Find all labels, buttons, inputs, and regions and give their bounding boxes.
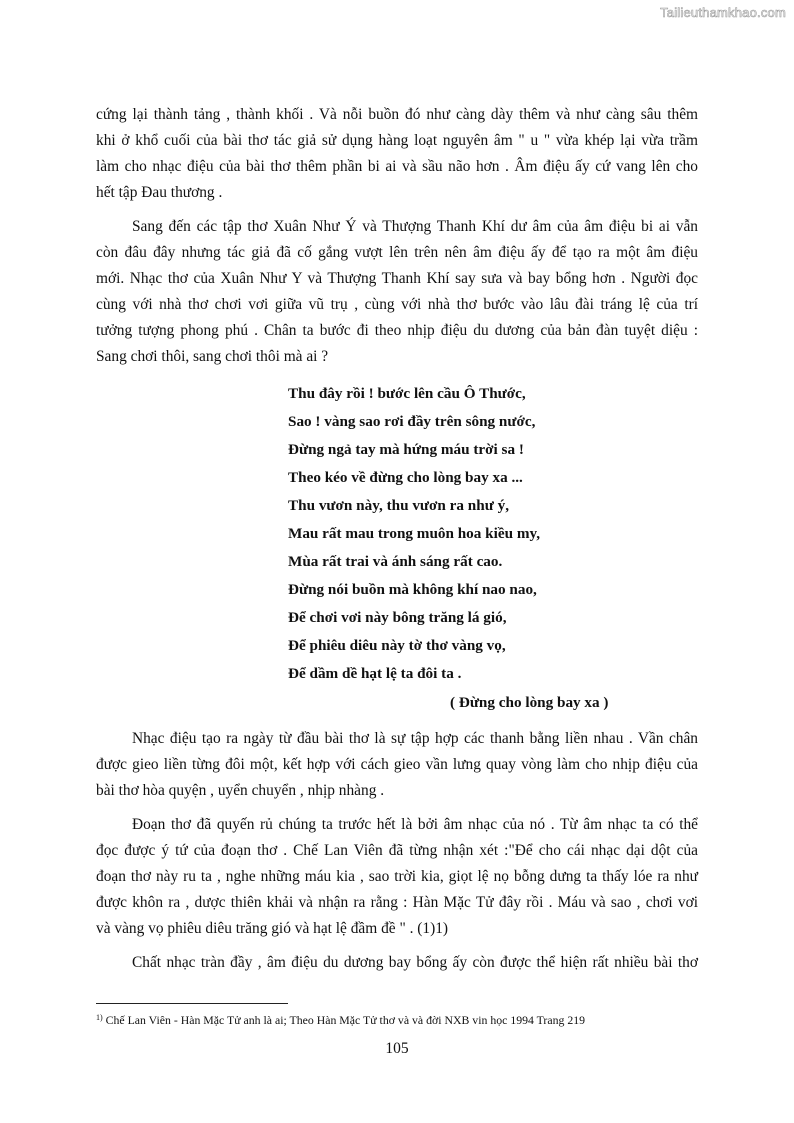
poem-line: Mùa rất trai và ánh sáng rất cao. <box>288 553 503 570</box>
poem-line: Đừng nói buồn mà không khí nao nao, <box>288 581 537 598</box>
text-line: Sang chơi thôi, sang chơi thôi mà ai ? <box>96 348 329 365</box>
text-line: đọc được ý tứ của đoạn thơ . Chế Lan Viên đã từng nhận xét :"Để cho cái nhạc dại dột của <box>96 842 698 859</box>
text-line: tưởng tượng phong phú . Chân ta bước đi theo nhịp điệu du dương của bản đàn tuyệt diệu : <box>96 322 698 339</box>
paragraph-2 <box>96 214 698 370</box>
paragraph-4 <box>96 812 698 942</box>
text-line: Chất nhạc tràn đầy , âm điệu du dương bay bổng ấy còn được thể hiện rất nhiều bài thơ <box>132 954 698 971</box>
text-line: được gieo liền từng đôi một, kết hợp với cách gieo vần lưng quay vòng làm cho nhịp điệu của <box>96 756 698 773</box>
paragraph-1 <box>96 102 698 206</box>
poem-line: Mau rất mau trong muôn hoa kiều my, <box>288 525 541 542</box>
poem-block <box>288 380 698 718</box>
text-line: và vàng vọ phiêu diêu trăng gió và hạt lệ đầm đề " . (1)1) <box>96 920 449 937</box>
page-number: 105 <box>385 1040 409 1057</box>
footnote-marker: 1) <box>96 1013 103 1022</box>
text-line: khi ở khổ cuối của bài thơ tác giả sử dụng hàng loạt nguyên âm " u " vừa khép lại vừa trầm <box>96 132 698 149</box>
poem-line: Để phiêu diêu này tờ thơ vàng vọ, <box>288 637 506 654</box>
poem-line: Để chơi vơi này bông trăng lá gió, <box>288 609 507 626</box>
footnote-divider <box>96 1003 288 1004</box>
text-line: hết tập Đau thương . <box>96 184 223 201</box>
poem-line: Đừng ngả tay mà hứng máu trời sa ! <box>288 441 524 458</box>
text-line: còn đâu đây nhưng tác giả đã cố gắng vượt lên trên nên âm điệu ấy để tạo ra một âm điệu <box>96 244 698 261</box>
page-body <box>96 102 698 976</box>
text-line: được khôn ra , dược thiên khải và nhận ra rằng : Hàn Mặc Tử đây rồi . Máu và sao , chơi vơi <box>96 894 698 911</box>
text-line: bài thơ hòa quyện , uyển chuyển , nhịp nhàng . <box>96 782 385 799</box>
footnote-text: Chế Lan Viên - Hàn Mặc Tử anh là ai; Theo Hàn Mặc Tử thơ và và đời NXB vin học 1994 Trang 219 <box>102 1013 586 1027</box>
paragraph-3 <box>96 726 698 804</box>
poem-line: Theo kéo về đừng cho lòng bay xa ... <box>288 469 523 486</box>
text-line: làm cho nhạc điệu của bài thơ thêm phần bi ai và sầu não hơn . Âm điệu ấy cứ vang lên cho <box>96 158 698 175</box>
watermark: Tailieuthamkhao.com <box>660 5 786 20</box>
text-line: Đoạn thơ đã quyến rủ chúng ta trước hết là bởi âm nhạc của nó . Từ âm nhạc ta có thể <box>132 816 698 833</box>
poem-line: Thu vươn này, thu vươn ra như ý, <box>288 497 510 514</box>
text-line: mới. Nhạc thơ của Xuân Như Y và Thượng Thanh Khí say sưa và bay bổng hơn . Người đọc <box>96 270 698 287</box>
text-line: cùng với nhà thơ chơi vơi giữa vũ trụ , cùng với nhà thơ bước vào lâu đài tráng lệ của trí <box>96 296 698 313</box>
paragraph-5 <box>96 950 698 976</box>
text-line: đoạn thơ này ru ta , nghe những máu kia , sao trời kia, giọt lệ nọ bỗng dưng ta thấy lóe ra như <box>96 868 698 885</box>
text-line: Sang đến các tập thơ Xuân Như Ý và Thượng Thanh Khí dư âm của âm điệu bi ai vẫn <box>132 218 698 235</box>
text-line: cứng lại thành tảng , thành khối . Và nỗi buồn đó như càng dày thêm và như càng sâu thêm <box>96 106 698 123</box>
footnote <box>96 1013 585 1028</box>
poem-source: ( Đừng cho lòng bay xa ) <box>450 694 609 711</box>
text-line: Nhạc điệu tạo ra ngày từ đầu bài thơ là sự tập hợp các thanh bằng liền nhau . Vần chân <box>132 730 698 747</box>
poem-line: Thu đây rồi ! bước lên cầu Ô Thước, <box>288 385 526 402</box>
poem-line: Sao ! vàng sao rơi đầy trên sông nước, <box>288 413 536 430</box>
poem-line: Để dầm dề hạt lệ ta đôi ta . <box>288 665 462 682</box>
